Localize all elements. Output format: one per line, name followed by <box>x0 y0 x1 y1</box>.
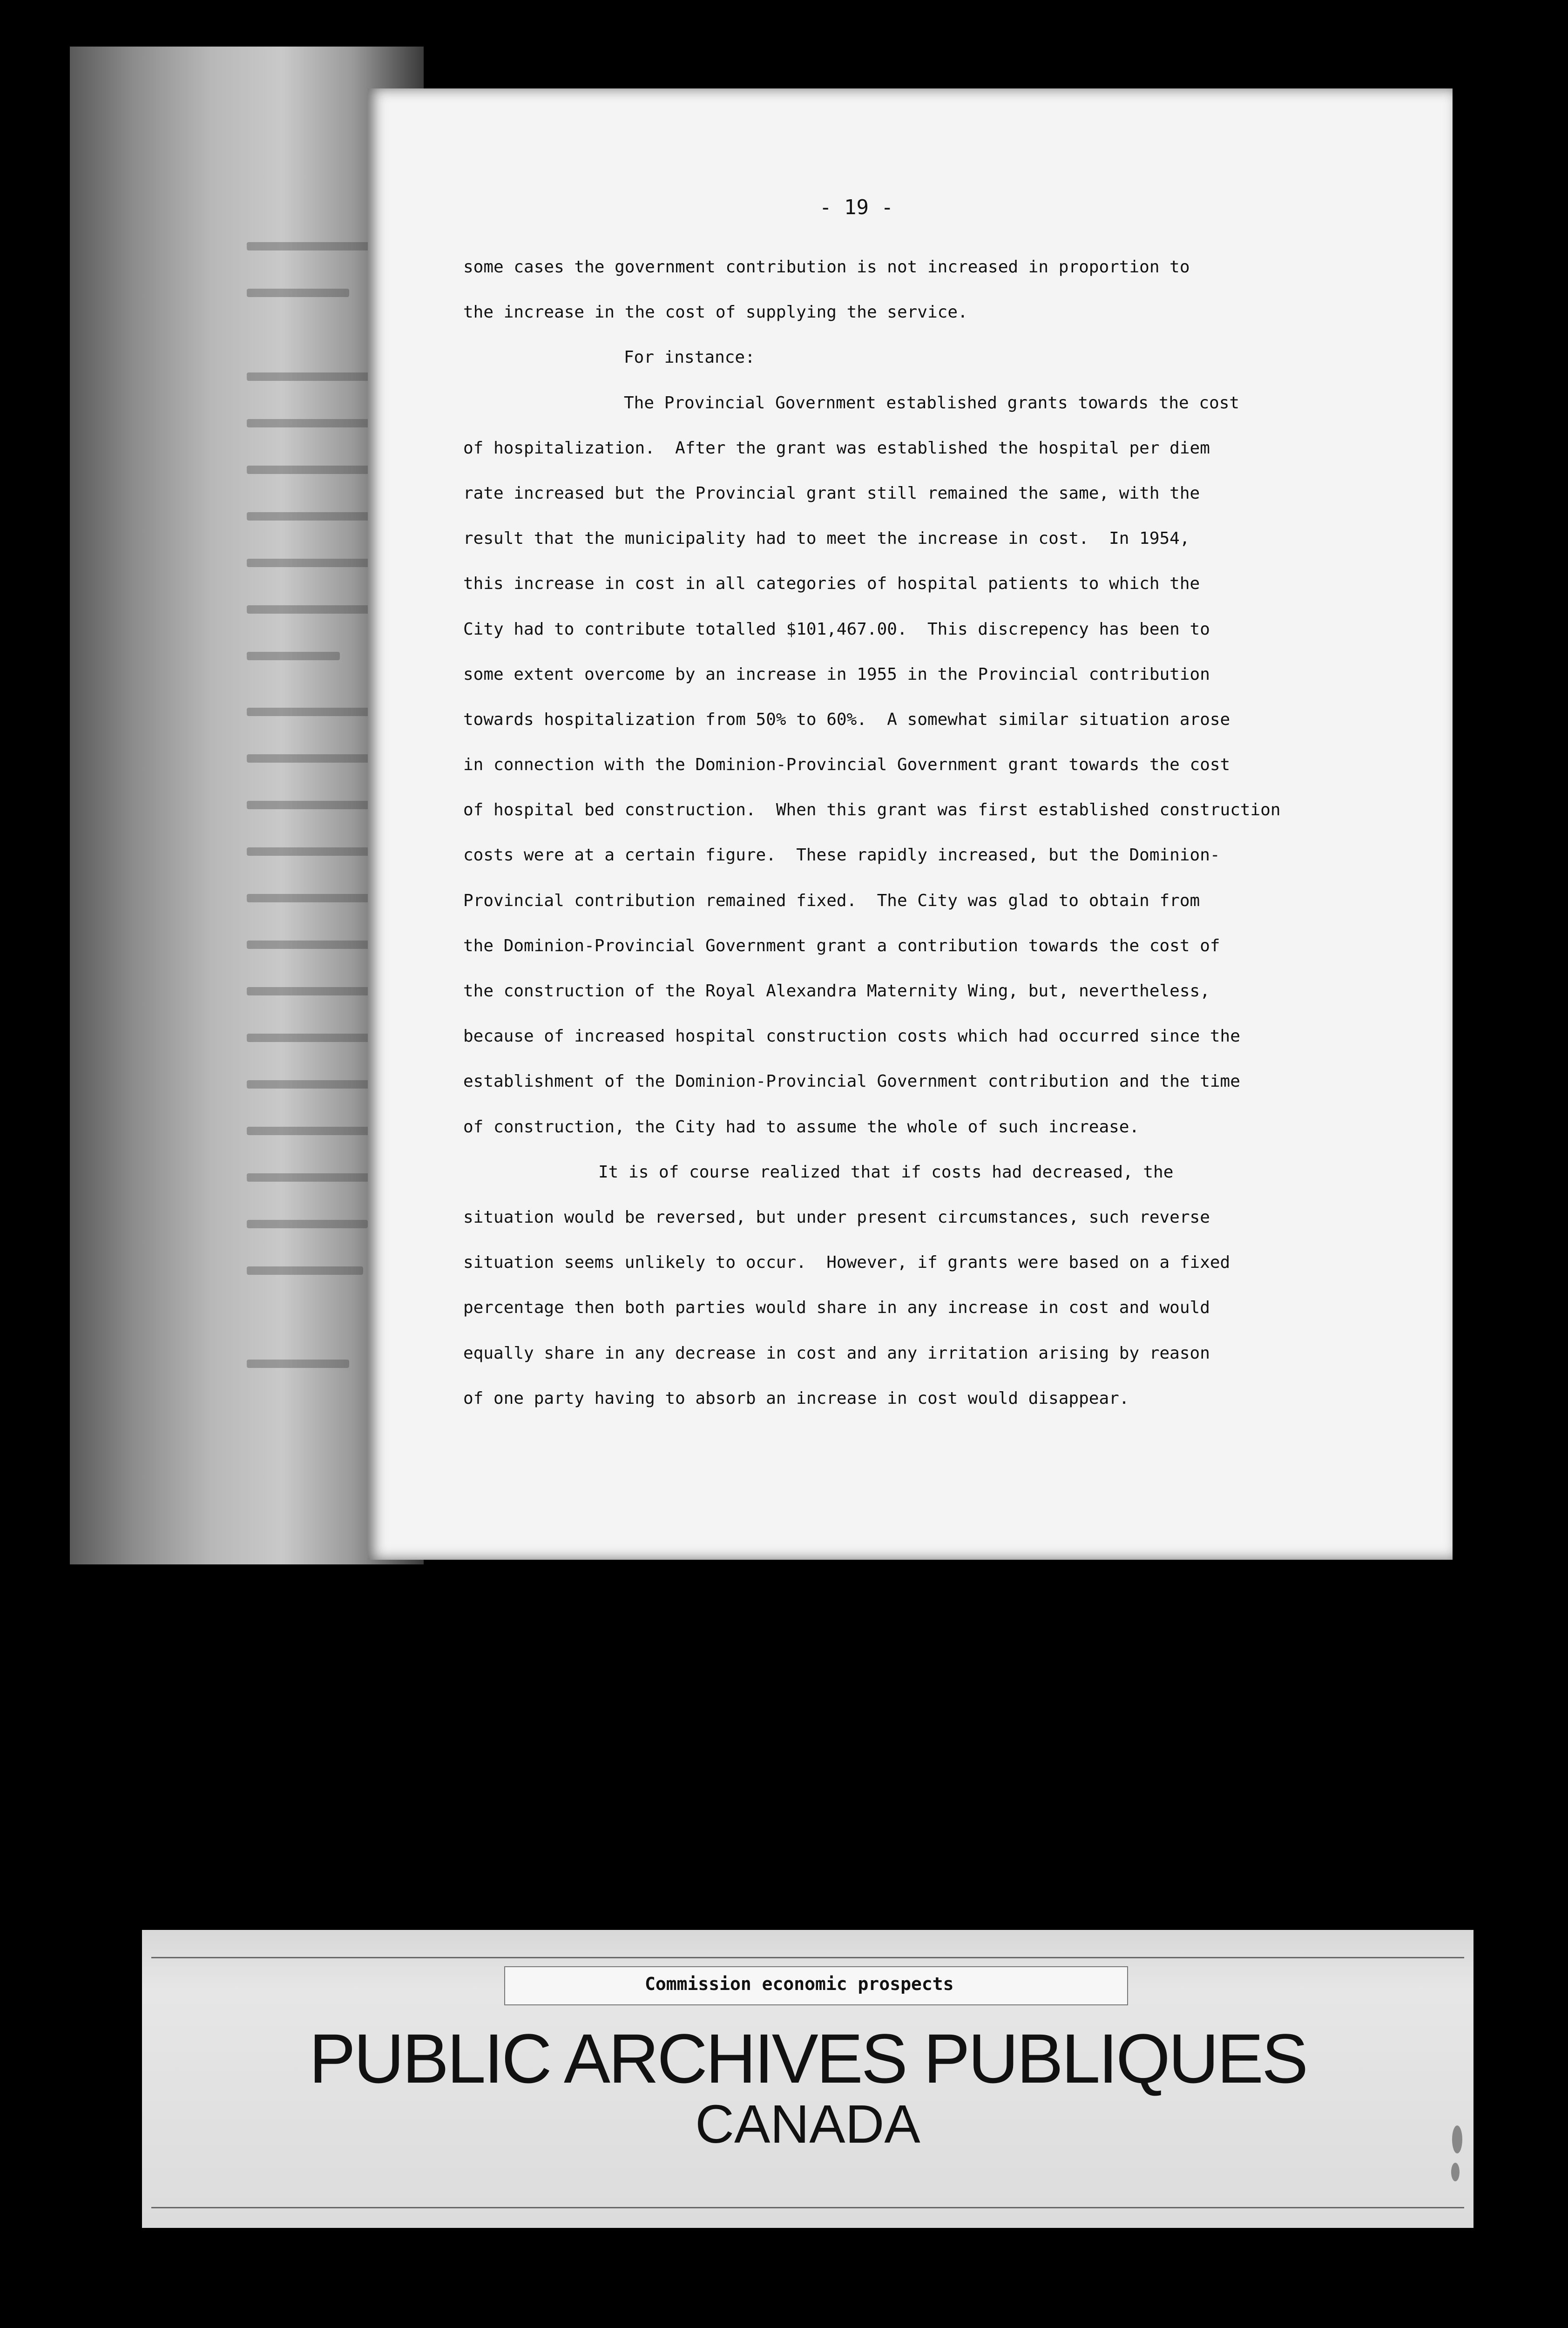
ghost-text-line <box>247 605 386 614</box>
body-line: situation would be reversed, but under present circumstances, such reverse <box>463 1207 1210 1227</box>
body-line: For instance: <box>624 348 755 367</box>
collection-label <box>504 1966 1128 2005</box>
page-number: - 19 - <box>819 196 893 219</box>
body-line: of construction, the City had to assume the whole of such increase. <box>463 1117 1140 1137</box>
ghost-text-line <box>247 941 382 949</box>
banner-rule <box>151 1957 1464 1958</box>
ghost-text-line <box>247 1220 368 1228</box>
body-line: City had to contribute totalled $101,467.00. This discrepency has been to <box>463 619 1210 639</box>
ghost-text-line <box>247 1080 386 1089</box>
ghost-text-line <box>247 1034 377 1042</box>
body-line: some cases the government contribution is not increased in proportion to <box>463 257 1190 277</box>
body-line: result that the municipality had to meet the increase in cost. In 1954, <box>463 529 1190 548</box>
collection-label-text: Commission economic prospects <box>645 1974 954 1994</box>
body-line: rate increased but the Provincial grant still remained the same, with the <box>463 483 1200 503</box>
body-line: because of increased hospital construction costs which had occurred since the <box>463 1027 1240 1046</box>
ghost-text-line <box>247 987 386 995</box>
body-line: the construction of the Royal Alexandra Maternity Wing, but, nevertheless, <box>463 981 1210 1001</box>
body-line: percentage then both parties would share in any increase in cost and would <box>463 1298 1210 1318</box>
ghost-text-line <box>247 372 377 381</box>
ghost-text-line <box>247 1360 349 1368</box>
banner-rule <box>151 2207 1464 2208</box>
ghost-text-line <box>247 754 386 763</box>
body-line: The Provincial Government established grants towards the cost <box>624 393 1240 413</box>
body-line: Provincial contribution remained fixed. The City was glad to obtain from <box>463 891 1200 910</box>
film-speck <box>1451 2163 1460 2181</box>
body-line: of one party having to absorb an increase in cost would disappear. <box>463 1388 1129 1408</box>
body-line: this increase in cost in all categories of hospital patients to which the <box>463 574 1200 594</box>
film-speck <box>1452 2125 1462 2153</box>
body-line: It is of course realized that if costs had decreased, the <box>598 1162 1174 1182</box>
body-line: costs were at a certain figure. These rapidly increased, but the Dominion- <box>463 846 1220 865</box>
body-line: establishment of the Dominion-Provincial Government contribution and the time <box>463 1072 1240 1091</box>
ghost-text-line <box>247 289 349 297</box>
body-line: of hospital bed construction. When this grant was first established construction <box>463 800 1281 820</box>
body-line: some extent overcome by an increase in 1955 in the Provincial contribution <box>463 664 1210 684</box>
body-line: equally share in any decrease in cost and any irritation arising by reason <box>463 1343 1210 1363</box>
archives-country: CANADA <box>695 2094 920 2154</box>
ghost-text-line <box>247 1266 363 1275</box>
body-line: towards hospitalization from 50% to 60%. A somewhat similar situation arose <box>463 710 1230 729</box>
document-body <box>463 244 1394 1421</box>
ghost-text-line <box>247 1173 382 1182</box>
body-line: the increase in the cost of supplying the service. <box>463 303 968 322</box>
ghost-text-line <box>247 1127 372 1135</box>
ghost-text-line <box>247 242 386 250</box>
body-line: of hospitalization. After the grant was established the hospital per diem <box>463 438 1210 458</box>
ghost-text-line <box>247 708 377 716</box>
archives-title: PUBLIC ARCHIVES PUBLIQUES <box>309 2019 1307 2098</box>
ghost-text-line <box>247 894 386 902</box>
ghost-text-line <box>247 652 340 660</box>
body-line: in connection with the Dominion-Provincial Government grant towards the cost <box>463 755 1230 775</box>
archives-banner <box>142 1930 1473 2228</box>
body-line: the Dominion-Provincial Government grant a contribution towards the cost of <box>463 936 1220 955</box>
body-line: situation seems unlikely to occur. However, if grants were based on a fixed <box>463 1253 1230 1272</box>
